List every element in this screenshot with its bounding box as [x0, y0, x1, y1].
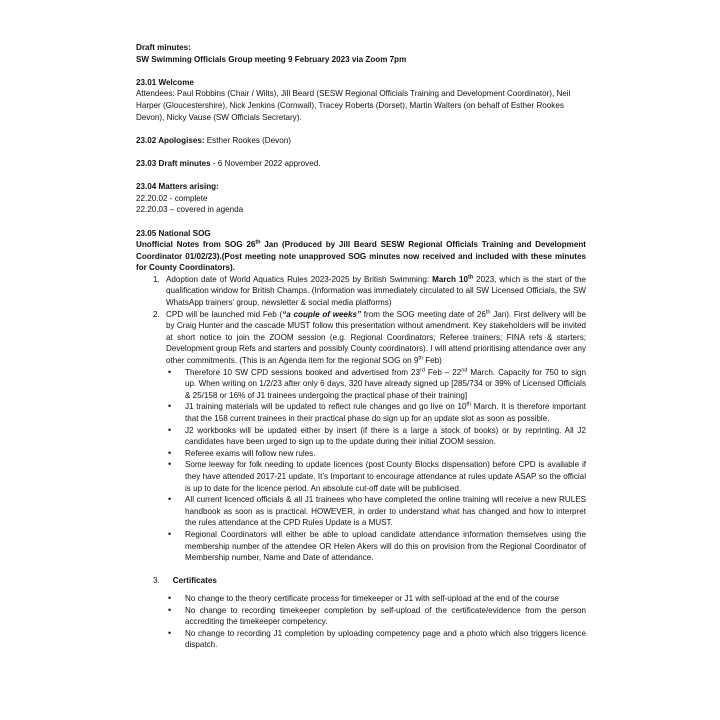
matters-item: 22.20.02 - complete [136, 193, 208, 203]
apologies-label: 23.02 Apologises: [136, 135, 205, 145]
meeting-subtitle: SW Swimming Officials Group meeting 9 February 2023 via Zoom 7pm [136, 54, 407, 64]
list-item [136, 367, 586, 402]
adoption-date: March 10 [432, 274, 468, 284]
bullet-icon: • [168, 604, 172, 615]
draft-minutes-text: - 6 November 2022 approved. [210, 158, 321, 168]
item-text: CPD will be launched mid Feb ( [166, 309, 283, 319]
certificates-bullet-list [136, 593, 586, 651]
attendees-text: Attendees: Paul Robbins (Chair / Wilts), Jill Beard (SESW Regional Officials Training and Development Coordinator), Neil Harper (Gloucestershire), Nick Jenkins (Cornwall), Tracey Roberts (Dorset), Martin Walters (on behalf of Esther Rookes Devon), Nicky Vause (SW Officials Secretary). [136, 89, 571, 122]
list-item [136, 628, 586, 651]
list-item [136, 605, 586, 628]
bullet-text: All current licenced officials & all J1 trainees who have completed the online training will receive a new RULES handbook as soon as is practical. HOWEVER, in order to understand what has changed and how to interpret the rules attendance at the CPD Rules Update is a MUST. [185, 495, 586, 528]
bullet-icon: • [168, 528, 172, 539]
item-number: 3. [153, 576, 160, 586]
list-item [136, 459, 586, 494]
emphasis-text: “a couple of weeks” [282, 309, 362, 319]
bullet-text: J1 training materials will be updated to reflect rule changes and go live on 10 [185, 402, 467, 412]
superscript: th [418, 355, 423, 362]
bullet-text: March. Capacity for 750 to sign up. When writing on 1/2/23 after only 6 days, 320 have already signed up [285/734 or 39% of Licensed Officials & 25/158 or 16% of J1 trainees undergoing the practical phase of their training] [185, 367, 586, 400]
superscript: rd [420, 366, 425, 373]
item-text: Feb) [422, 356, 442, 366]
item-number: 2. [153, 309, 160, 319]
bullet-icon: • [168, 627, 172, 638]
bullet-text: No change to recording timekeeper completion by self-upload of the certificate/evidence from the person accrediting the timekeeper competency. [185, 605, 586, 627]
list-item [136, 529, 586, 564]
superscript: th [255, 239, 261, 246]
bullet-text: March. It is therefore important that the 158 current trainees in their practical phase do sign up for an update slot as soon as possible. [185, 402, 586, 423]
apologies-text: Esther Rookes (Devon) [204, 135, 291, 145]
bullet-text: No change to recording J1 completion by uploading competency page and a photo which also triggers licence dispatch. [185, 628, 586, 650]
list-item [136, 309, 586, 367]
bullet-icon: • [168, 424, 172, 435]
list-item [136, 274, 586, 309]
welcome-heading: 23.01 Welcome [136, 77, 194, 87]
bullet-icon: • [168, 401, 172, 412]
draft-minutes-label: 23.03 Draft minutes [136, 158, 211, 168]
bullet-text: No change to the theory certificate process for timekeeper or J1 with self-upload at the end of the course [185, 593, 559, 603]
national-sog-heading: 23.05 National SOG [136, 228, 211, 238]
bullet-text: Some leeway for folk needing to update licences (post County Blocks dispensation) before CPD is available if they have attended 2017-21 update. It’s Important to encourage attendance at rules update ASAP so the official is up to date for the licence period. An absolute cut-off date will be publicised. [185, 460, 586, 493]
matters-item: 22.20.03 – covered in agenda [136, 205, 244, 215]
superscript: th [485, 308, 491, 315]
certificates-heading: Certificates [172, 576, 217, 586]
certificates-heading-line [136, 575, 586, 587]
minutes-document [136, 42, 586, 651]
bullet-text: Referee exams will follow new rules. [185, 448, 316, 458]
unofficial-notes [136, 239, 586, 274]
notes-text: Unofficial Notes from SOG 26 [136, 240, 256, 250]
list-item [136, 593, 586, 605]
bullet-icon: • [168, 592, 172, 603]
bullet-icon: • [168, 494, 172, 505]
matters-heading: 23.04 Matters arising: [136, 182, 219, 192]
item-number: 1. [153, 274, 160, 284]
document-title: Draft minutes: [136, 43, 191, 52]
bullet-text: J2 workbooks will be updated either by insert (if there is a large a stock of books) or by reprinting. All J2 candidates have been urged to sign up to the update during their initial ZOOM session. [185, 425, 586, 447]
bullet-text: Feb – 22 [424, 367, 462, 377]
superscript: nd [461, 366, 468, 373]
apologies-line [136, 135, 586, 147]
item-text: from the SOG meeting date of 26 [361, 309, 486, 319]
list-item [136, 401, 586, 424]
cpd-bullet-list [136, 367, 586, 564]
item-text: 2023, which is the start of the qualification window for British Champs. (Information was immediately circulated to all SW Licensed Officials, the SW WhatsApp trainers’ group, newsletter & social media platforms) [166, 274, 586, 308]
superscript: th [466, 401, 472, 408]
numbered-list [136, 274, 586, 367]
bullet-icon: • [168, 366, 172, 377]
bullet-text: Regional Coordinators will either be able to upload candidate attendance information themselves using the membership number of the attendee OR Helen Akers will do this on provision from the Regional Coordinator of Membership number, Name and Date of attendance. [185, 529, 586, 563]
draft-minutes-line [136, 158, 586, 170]
superscript: th [467, 274, 474, 281]
list-item [136, 425, 586, 448]
item-text: Adoption date of World Aquatics Rules 2023-2025 by British Swimming: [166, 274, 433, 284]
list-item [136, 448, 586, 460]
bullet-icon: • [168, 459, 172, 470]
notes-text: Jan (Produced by Jill Beard SESW Regional Officials Training and Development Coordinator 01/02/23).(Post meeting note unapproved SOG minutes now received and included with these minutes for County Coordinators). [136, 240, 586, 273]
item-text: Jan). First delivery will be by Craig Hunter and the cascade MUST follow this presentation without amendment. Key stakeholders will be invited at short notice to join the ZOOM session (e.g. Regional Coordinators; Referee trainers; FINA refs & starters; Development group Refs and starters and possibly County coordinators). I will attend prioritising attendance over any other commitments. (This is an Agenda item for the regional SOG on 9 [166, 309, 586, 366]
list-item [136, 494, 586, 529]
bullet-icon: • [168, 447, 172, 458]
bullet-text: Therefore 10 SW CPD sessions booked and advertised from 23 [185, 367, 421, 377]
